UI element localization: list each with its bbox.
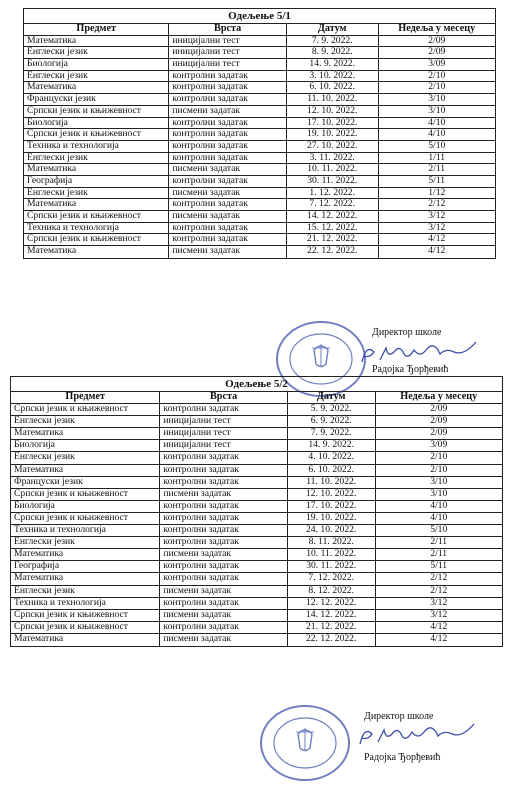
- table-row: [24, 164, 495, 176]
- cell-subject: Француски језик: [24, 94, 169, 105]
- cell-date: 8. 9. 2022.: [287, 47, 379, 58]
- cell-subject: Енглески језик: [24, 71, 169, 82]
- cell-type: контролни задатак: [169, 234, 287, 245]
- cell-subject: Биологија: [24, 59, 169, 70]
- cell-week: 4/12: [428, 234, 446, 245]
- cell-type: писмени задатак: [160, 634, 287, 646]
- cell-subject: Математика: [11, 428, 160, 439]
- cell-week: 3/09: [430, 440, 448, 451]
- cell-type: иницијални тест: [169, 47, 287, 58]
- cell-week: 2/10: [430, 464, 448, 475]
- header-type: Врста: [169, 24, 287, 35]
- director-name: Радојка Ђорђевић: [364, 752, 441, 763]
- table-row: [11, 561, 502, 573]
- director-name-2: [364, 752, 440, 763]
- cell-date: 1. 12. 2022.: [287, 188, 379, 199]
- cell-date: 22. 12. 2022.: [287, 246, 379, 258]
- cell-date: 7. 12. 2022.: [288, 573, 376, 584]
- cell-date: 12. 12. 2022.: [288, 598, 376, 609]
- cell-type: контролни задатак: [169, 129, 287, 140]
- cell-subject: Техника и технологија: [24, 223, 169, 234]
- cell-type: контролни задатак: [169, 176, 287, 187]
- cell-subject: Српски језик и књижевност: [24, 129, 169, 140]
- cell-week: 5/10: [428, 140, 446, 151]
- table-row: [11, 610, 502, 622]
- cell-week: 2/09: [428, 35, 446, 46]
- cell-subject: Француски језик: [11, 477, 160, 488]
- cell-date: 6. 10. 2022.: [287, 82, 379, 93]
- director-signature-block-1: [372, 327, 441, 338]
- cell-date: 21. 12. 2022.: [288, 622, 376, 633]
- cell-week: 3/10: [430, 488, 448, 499]
- table-row: [11, 573, 502, 585]
- cell-subject: Географија: [24, 176, 169, 187]
- cell-subject: Српски језик и књижевност: [24, 106, 169, 117]
- cell-week: 4/12: [428, 246, 446, 257]
- cell-date: 12. 10. 2022.: [287, 106, 379, 117]
- table-row: [11, 586, 502, 598]
- cell-subject: Математика: [24, 36, 169, 47]
- cell-subject: Српски језик и књижевност: [11, 622, 160, 633]
- cell-type: писмени задатак: [160, 549, 287, 560]
- table-row: [24, 47, 495, 59]
- cell-type: писмени задатак: [169, 164, 287, 175]
- cell-date: 19. 10. 2022.: [288, 513, 376, 524]
- school-stamp-2: [256, 702, 354, 784]
- cell-subject: Енглески језик: [24, 153, 169, 164]
- cell-type: иницијални тест: [169, 59, 287, 70]
- table-row: [24, 234, 495, 246]
- cell-subject: Биологија: [11, 501, 160, 512]
- cell-type: писмени задатак: [169, 106, 287, 117]
- cell-type: контролни задатак: [169, 153, 287, 164]
- cell-week: 4/10: [430, 500, 448, 511]
- cell-type: контролни задатак: [160, 452, 287, 463]
- cell-subject: Енглески језик: [11, 452, 160, 463]
- cell-type: контролни задатак: [169, 82, 287, 93]
- cell-type: контролни задатак: [160, 537, 287, 548]
- cell-type: контролни задатак: [160, 404, 287, 415]
- cell-type: писмени задатак: [169, 188, 287, 199]
- cell-date: 14. 9. 2022.: [288, 440, 376, 451]
- cell-week: 2/09: [430, 404, 448, 415]
- cell-type: иницијални тест: [160, 428, 287, 439]
- header-week: Недеља у месецу: [398, 24, 476, 34]
- cell-subject: Техника и технологија: [11, 525, 160, 536]
- cell-week: 4/10: [428, 117, 446, 128]
- cell-type: контролни задатак: [169, 223, 287, 234]
- cell-week: 3/12: [428, 211, 446, 221]
- cell-date: 11. 10. 2022.: [287, 94, 379, 105]
- table-row: [11, 416, 502, 428]
- cell-subject: Математика: [11, 465, 160, 476]
- cell-type: иницијални тест: [160, 440, 287, 451]
- table-row: [11, 622, 502, 634]
- cell-type: контролни задатак: [169, 118, 287, 129]
- cell-subject: Српски језик и књижевност: [24, 234, 169, 245]
- cell-date: 4. 10. 2022.: [288, 452, 376, 463]
- cell-week: 3/09: [428, 59, 446, 70]
- cell-subject: Математика: [24, 246, 169, 258]
- cell-type: контролни задатак: [160, 573, 287, 584]
- cell-subject: Српски језик и књижевност: [11, 404, 160, 415]
- cell-type: контролни задатак: [169, 71, 287, 82]
- cell-date: 15. 12. 2022.: [287, 223, 379, 234]
- cell-subject: Математика: [11, 634, 160, 646]
- cell-subject: Енглески језик: [11, 586, 160, 597]
- cell-week: 4/10: [430, 512, 448, 523]
- table-row: [24, 176, 495, 188]
- cell-date: 21. 12. 2022.: [287, 234, 379, 245]
- cell-date: 7. 9. 2022.: [288, 428, 376, 439]
- cell-type: контролни задатак: [160, 465, 287, 476]
- cell-week: 2/12: [430, 585, 448, 596]
- cell-week: 3/10: [428, 105, 446, 116]
- table-row: [11, 537, 502, 549]
- table-row: [11, 465, 502, 477]
- table-row: [11, 489, 502, 501]
- header-date: Датум: [287, 24, 379, 35]
- table-title: Одељење 5/1: [24, 9, 495, 24]
- cell-type: иницијални тест: [169, 36, 287, 47]
- cell-type: контролни задатак: [160, 477, 287, 488]
- table-row: [24, 141, 495, 153]
- table-row: [11, 598, 502, 610]
- header-week: Недеља у месецу: [400, 392, 478, 402]
- cell-week: 2/12: [430, 573, 448, 584]
- schedule-table-5-2: [10, 376, 503, 647]
- cell-date: 14. 9. 2022.: [287, 59, 379, 70]
- director-role: Директор школе: [364, 711, 434, 722]
- cell-date: 30. 11. 2022.: [288, 561, 376, 572]
- cell-subject: Математика: [11, 573, 160, 584]
- table-body: [24, 36, 495, 258]
- cell-date: 24. 10. 2022.: [288, 525, 376, 536]
- cell-type: писмени задатак: [160, 610, 287, 621]
- cell-subject: Српски језик и књижевност: [24, 211, 169, 222]
- cell-date: 6. 9. 2022.: [288, 416, 376, 427]
- cell-subject: Биологија: [24, 118, 169, 129]
- cell-type: контролни задатак: [160, 501, 287, 512]
- table-row: [11, 549, 502, 561]
- cell-type: контролни задатак: [169, 199, 287, 210]
- director-role: Директор школе: [372, 327, 442, 338]
- cell-subject: Енглески језик: [24, 47, 169, 58]
- cell-subject: Српски језик и књижевност: [11, 513, 160, 524]
- cell-date: 14. 12. 2022.: [288, 610, 376, 621]
- cell-type: контролни задатак: [160, 622, 287, 633]
- cell-type: писмени задатак: [160, 489, 287, 500]
- table-row: [24, 71, 495, 83]
- cell-date: 14. 12. 2022.: [287, 211, 379, 222]
- cell-week: 3/12: [430, 609, 448, 620]
- table-header-row: [24, 24, 495, 36]
- cell-week: 2/12: [428, 199, 446, 210]
- cell-date: 8. 12. 2022.: [288, 586, 376, 597]
- cell-subject: Српски језик и књижевност: [11, 610, 160, 621]
- header-date: Датум: [288, 392, 376, 403]
- table-row: [24, 36, 495, 48]
- cell-date: 17. 10. 2022.: [288, 501, 376, 512]
- table-title: Одељење 5/2: [11, 377, 502, 392]
- cell-subject: Математика: [24, 199, 169, 210]
- table-row: [24, 106, 495, 118]
- cell-date: 27. 10. 2022.: [287, 141, 379, 152]
- table-row: [11, 634, 502, 646]
- cell-date: 30. 11. 2022.: [287, 176, 379, 187]
- cell-type: контролни задатак: [160, 513, 287, 524]
- header-type: Врста: [160, 392, 287, 403]
- cell-week: 3/12: [430, 597, 448, 608]
- cell-date: 17. 10. 2022.: [287, 118, 379, 129]
- table-row: [24, 188, 495, 200]
- table-row: [24, 82, 495, 94]
- cell-date: 3. 10. 2022.: [287, 71, 379, 82]
- table-row: [11, 513, 502, 525]
- director-signature-2: [352, 722, 502, 752]
- cell-date: 19. 10. 2022.: [287, 129, 379, 140]
- table-row: [24, 59, 495, 71]
- table-row: [24, 246, 495, 258]
- cell-week: 2/09: [430, 416, 448, 427]
- cell-week: 3/12: [428, 222, 446, 233]
- cell-subject: Математика: [24, 82, 169, 93]
- cell-subject: Српски језик и књижевност: [11, 489, 160, 500]
- table-body: [11, 404, 502, 646]
- table-row: [24, 211, 495, 223]
- cell-date: 22. 12. 2022.: [288, 634, 376, 646]
- table-header-row: [11, 392, 502, 404]
- cell-week: 2/11: [430, 549, 448, 560]
- cell-week: 2/11: [430, 537, 448, 548]
- cell-week: 1/12: [428, 187, 446, 198]
- cell-week: 2/10: [430, 452, 448, 463]
- cell-date: 11. 10. 2022.: [288, 477, 376, 488]
- table-row: [11, 404, 502, 416]
- cell-subject: Биологија: [11, 440, 160, 451]
- table-row: [24, 223, 495, 235]
- cell-type: контролни задатак: [160, 561, 287, 572]
- cell-type: писмени задатак: [169, 246, 287, 258]
- cell-week: 2/11: [428, 164, 446, 175]
- cell-subject: Енглески језик: [11, 537, 160, 548]
- table-row: [11, 501, 502, 513]
- cell-subject: Техника и технологија: [11, 598, 160, 609]
- header-subject: Предмет: [24, 24, 169, 35]
- cell-subject: Енглески језик: [24, 188, 169, 199]
- cell-date: 6. 10. 2022.: [288, 465, 376, 476]
- header-subject: Предмет: [11, 392, 160, 403]
- cell-type: писмени задатак: [169, 211, 287, 222]
- cell-week: 5/11: [430, 561, 448, 572]
- schedule-table-5-1: [23, 8, 496, 259]
- cell-date: 7. 12. 2022.: [287, 199, 379, 210]
- table-row: [24, 129, 495, 141]
- cell-type: иницијални тест: [160, 416, 287, 427]
- director-name: Радојка Ђорђевић: [372, 364, 449, 375]
- cell-week: 3/10: [428, 94, 446, 105]
- cell-type: контролни задатак: [169, 94, 287, 105]
- director-signature-block-2: [364, 711, 433, 722]
- cell-subject: Енглески језик: [11, 416, 160, 427]
- cell-week: 5/11: [428, 175, 446, 186]
- table-row: [11, 452, 502, 464]
- table-row: [11, 428, 502, 440]
- table-row: [24, 199, 495, 211]
- cell-week: 1/11: [428, 152, 446, 163]
- cell-week: 4/12: [430, 633, 448, 644]
- cell-type: контролни задатак: [160, 525, 287, 536]
- cell-week: 5/10: [430, 525, 448, 536]
- director-name-1: [372, 364, 448, 375]
- table-row: [11, 440, 502, 452]
- cell-date: 3. 11. 2022.: [287, 153, 379, 164]
- table-row: [11, 525, 502, 537]
- cell-date: 10. 11. 2022.: [287, 164, 379, 175]
- table-row: [24, 153, 495, 165]
- cell-week: 2/09: [430, 428, 448, 439]
- cell-week: 2/10: [428, 70, 446, 81]
- cell-subject: Математика: [24, 164, 169, 175]
- cell-type: писмени задатак: [160, 586, 287, 597]
- cell-date: 5. 9. 2022.: [288, 404, 376, 415]
- cell-week: 2/10: [428, 82, 446, 93]
- table-row: [24, 118, 495, 130]
- cell-subject: Географија: [11, 561, 160, 572]
- table-row: [11, 477, 502, 489]
- cell-week: 4/12: [430, 621, 448, 632]
- cell-type: контролни задатак: [169, 141, 287, 152]
- table-row: [24, 94, 495, 106]
- cell-date: 8. 11. 2022.: [288, 537, 376, 548]
- cell-week: 4/10: [428, 129, 446, 140]
- cell-week: 2/09: [428, 47, 446, 58]
- cell-date: 10. 11. 2022.: [288, 549, 376, 560]
- cell-type: контролни задатак: [160, 598, 287, 609]
- cell-subject: Техника и технологија: [24, 141, 169, 152]
- cell-date: 12. 10. 2022.: [288, 489, 376, 500]
- cell-week: 3/10: [430, 476, 448, 487]
- cell-date: 7. 9. 2022.: [287, 36, 379, 47]
- cell-subject: Математика: [11, 549, 160, 560]
